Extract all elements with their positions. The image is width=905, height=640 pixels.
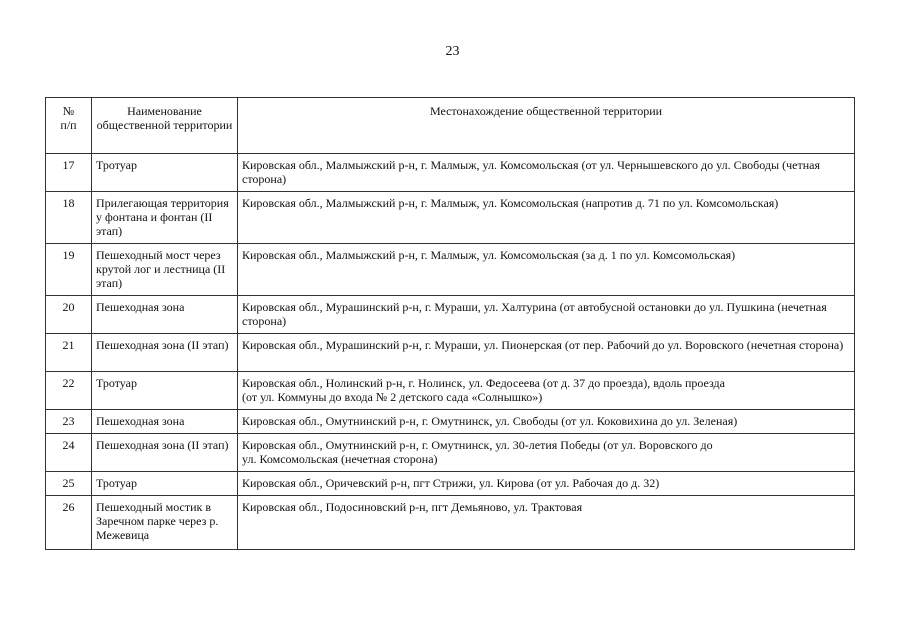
row-location: Кировская обл., Омутнинский р-н, г. Омутнинск, ул. 30-летия Победы (от ул. Воровского до ул. Комсомольская (нечетная сторона) [238, 434, 855, 472]
row-name: Пешеходная зона [92, 296, 238, 334]
row-location: Кировская обл., Малмыжский р-н, г. Малмыж, ул. Комсомольская (за д. 1 по ул. Комсомольская) [238, 244, 855, 296]
row-location: Кировская обл., Подосиновский р-н, пгт Демьяново, ул. Трактовая [238, 496, 855, 550]
row-location: Кировская обл., Мурашинский р-н, г. Мураши, ул. Халтурина (от автобусной остановки до ул. Пушкина (нечетная сторона) [238, 296, 855, 334]
row-location: Кировская обл., Нолинский р-н, г. Нолинск, ул. Федосеева (от д. 37 до проезда), вдоль проезда (от ул. Коммуны до входа № 2 детского сада «Солнышко») [238, 372, 855, 410]
row-number: 20 [46, 296, 92, 334]
row-name: Прилегающая территория у фонтана и фонтан (II этап) [92, 192, 238, 244]
row-number: 22 [46, 372, 92, 410]
table-row [46, 372, 855, 410]
table-row [46, 244, 855, 296]
row-number: 26 [46, 496, 92, 550]
row-name: Пешеходная зона [92, 410, 238, 434]
row-name: Тротуар [92, 372, 238, 410]
table-row [46, 434, 855, 472]
row-location: Кировская обл., Омутнинский р-н, г. Омутнинск, ул. Свободы (от ул. Коковихина до ул. Зеленая) [238, 410, 855, 434]
table-row [46, 296, 855, 334]
table-row [46, 334, 855, 372]
row-name: Тротуар [92, 154, 238, 192]
row-name: Пешеходная зона (II этап) [92, 334, 238, 372]
row-location: Кировская обл., Мурашинский р-н, г. Мураши, ул. Пионерская (от пер. Рабочий до ул. Воровского (нечетная сторона) [238, 334, 855, 372]
table-row [46, 154, 855, 192]
header-number: № п/п [46, 98, 92, 154]
row-number: 19 [46, 244, 92, 296]
row-number: 23 [46, 410, 92, 434]
header-location: Местонахождение общественной территории [238, 98, 855, 154]
row-number: 24 [46, 434, 92, 472]
row-name: Пешеходный мостик в Заречном парке через р. Межевица [92, 496, 238, 550]
row-number: 25 [46, 472, 92, 496]
table-row [46, 410, 855, 434]
table-row [46, 192, 855, 244]
header-name: Наименование общественной территории [92, 98, 238, 154]
row-name: Пешеходный мост через крутой лог и лестница (II этап) [92, 244, 238, 296]
row-location: Кировская обл., Малмыжский р-н, г. Малмыж, ул. Комсомольская (напротив д. 71 по ул. Комсомольская) [238, 192, 855, 244]
table-header-row [46, 98, 855, 154]
row-name: Тротуар [92, 472, 238, 496]
table-row [46, 472, 855, 496]
row-location: Кировская обл., Оричевский р-н, пгт Стрижи, ул. Кирова (от ул. Рабочая до д. 32) [238, 472, 855, 496]
row-number: 18 [46, 192, 92, 244]
row-number: 21 [46, 334, 92, 372]
row-location: Кировская обл., Малмыжский р-н, г. Малмыж, ул. Комсомольская (от ул. Чернышевского до ул. Свободы (четная сторона) [238, 154, 855, 192]
row-name: Пешеходная зона (II этап) [92, 434, 238, 472]
table-row [46, 496, 855, 550]
row-number: 17 [46, 154, 92, 192]
territories-table [45, 97, 855, 550]
page-number: 23 [445, 44, 460, 59]
